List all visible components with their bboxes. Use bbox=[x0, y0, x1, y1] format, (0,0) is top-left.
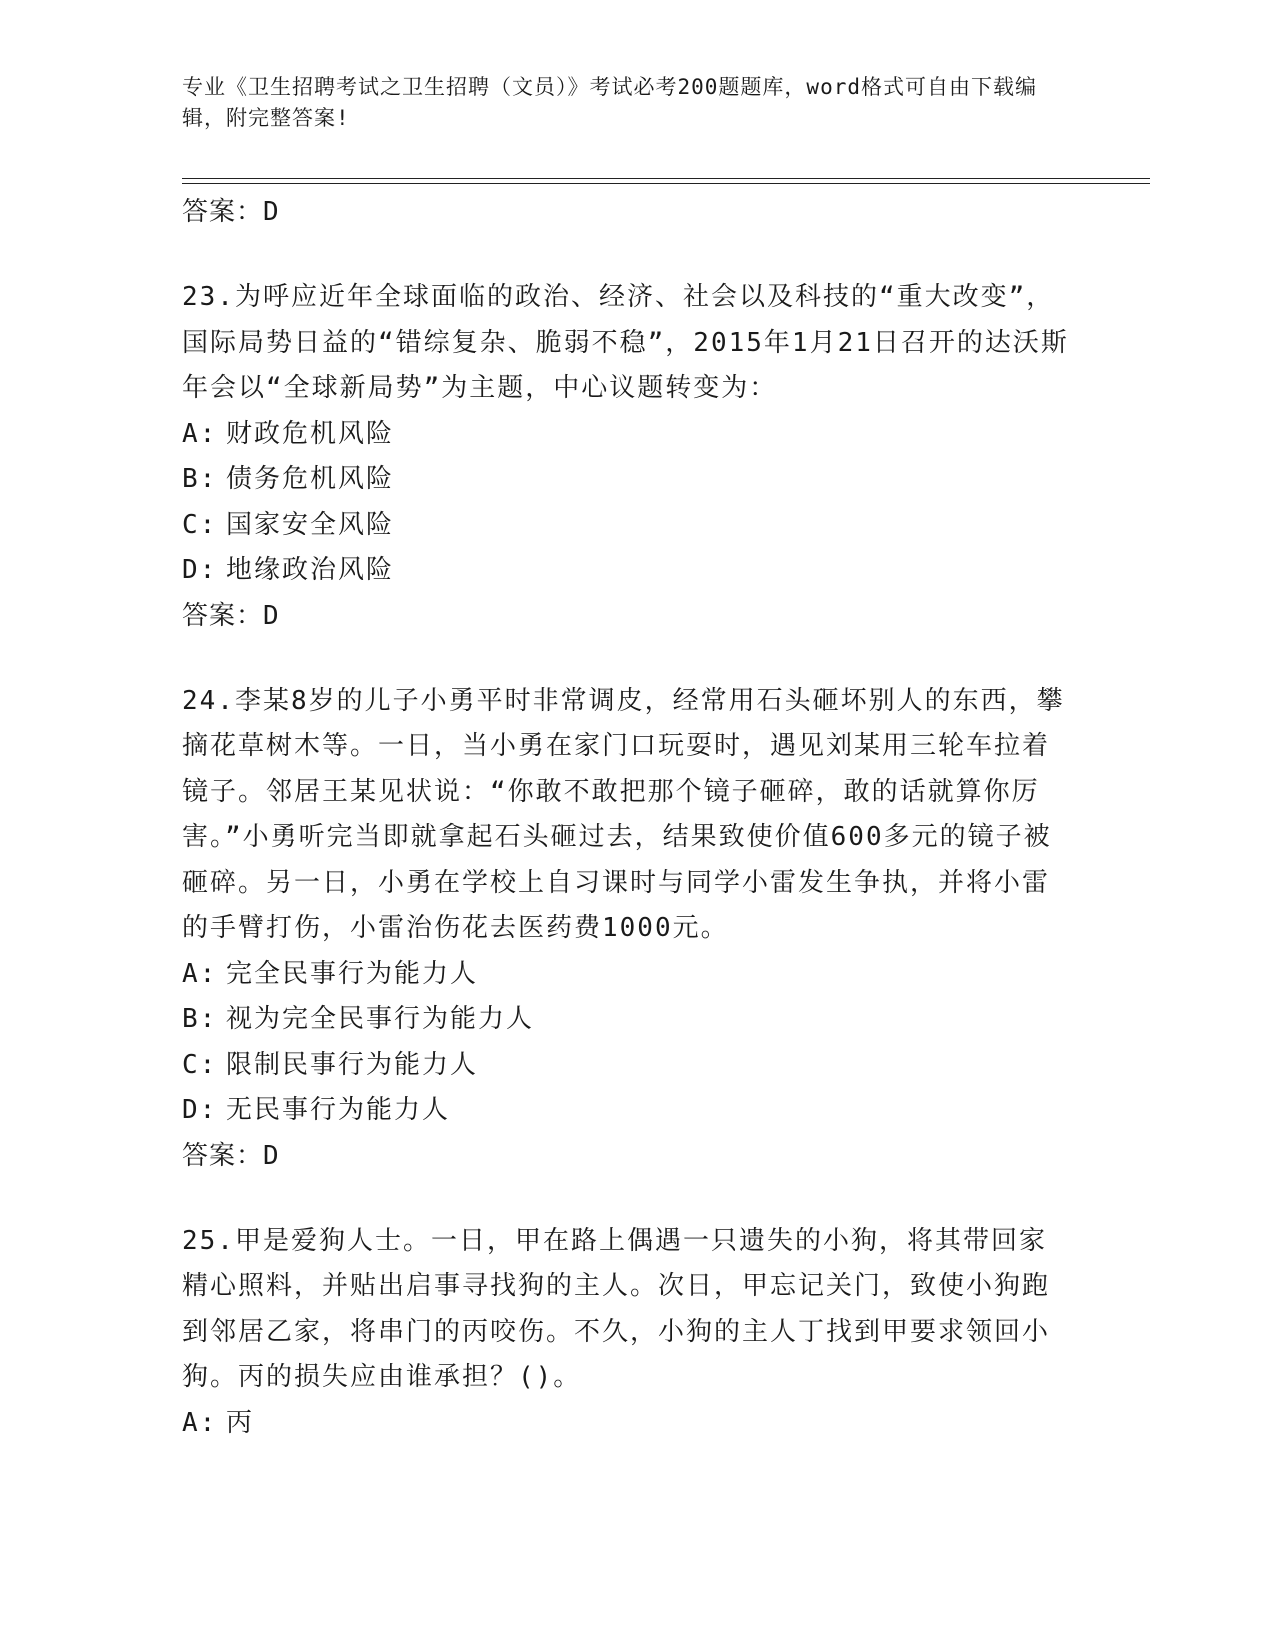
header-rule-bottom bbox=[182, 183, 1150, 184]
option-a: A: 完全民事行为能力人 bbox=[182, 958, 479, 989]
header-rule-top bbox=[182, 178, 1150, 179]
answer-line: 答案：D bbox=[182, 197, 280, 227]
option-a: A: 财政危机风险 bbox=[182, 418, 395, 449]
question-25 bbox=[182, 1219, 1072, 1447]
question-stem: 23.为呼应近年全球面临的政治、经济、社会以及科技的“重大改变”，国际局势日益的“错综复杂、脆弱不稳”，2015年1月21日召开的达沃斯年会以“全球新局势”为主题，中心议题转变为： bbox=[182, 282, 1069, 403]
question-stem: 25.甲是爱狗人士。一日，甲在路上偶遇一只遗失的小狗，将其带回家精心照料，并贴出启事寻找狗的主人。次日，甲忘记关门，致使小狗跑到邻居乙家，将串门的丙咬伤。不久，小狗的主人丁找到甲要求领回小狗。丙的损失应由谁承担？()。 bbox=[182, 1225, 1051, 1392]
document-header: 专业《卫生招聘考试之卫生招聘（文员）》考试必考200题题库，word格式可自由下载编辑，附完整答案! bbox=[182, 75, 1037, 130]
option-c: C: 限制民事行为能力人 bbox=[182, 1049, 479, 1080]
option-d: D: 无民事行为能力人 bbox=[182, 1095, 451, 1125]
question-23 bbox=[182, 275, 1072, 639]
answer-line: 答案：D bbox=[182, 600, 280, 631]
option-b: B: 债务危机风险 bbox=[182, 464, 395, 494]
question-list bbox=[182, 190, 1072, 1446]
option-a: A: 丙 bbox=[182, 1407, 255, 1438]
question-24 bbox=[182, 679, 1072, 1179]
option-b: B: 视为完全民事行为能力人 bbox=[182, 1004, 535, 1034]
option-c: C: 国家安全风险 bbox=[182, 509, 395, 540]
question-stem: 24.李某8岁的儿子小勇平时非常调皮，经常用石头砸坏别人的东西，攀摘花草树木等。一日，当小勇在家门口玩耍时，遇见刘某用三轮车拉着镜子。邻居王某见状说：“你敢不敢把那个镜子砸碎，敢的话就算你厉害。”小勇听完当即就拿起石头砸过去，结果致使价值600多元的镜子被砸碎。另一日，小勇在学校上自习课时与同学小雷发生争执，并将小雷的手臂打伤，小雷治伤花去医药费1000元。 bbox=[182, 685, 1065, 943]
option-d: D: 地缘政治风险 bbox=[182, 555, 395, 585]
answer-line: 答案：D bbox=[182, 1140, 280, 1171]
